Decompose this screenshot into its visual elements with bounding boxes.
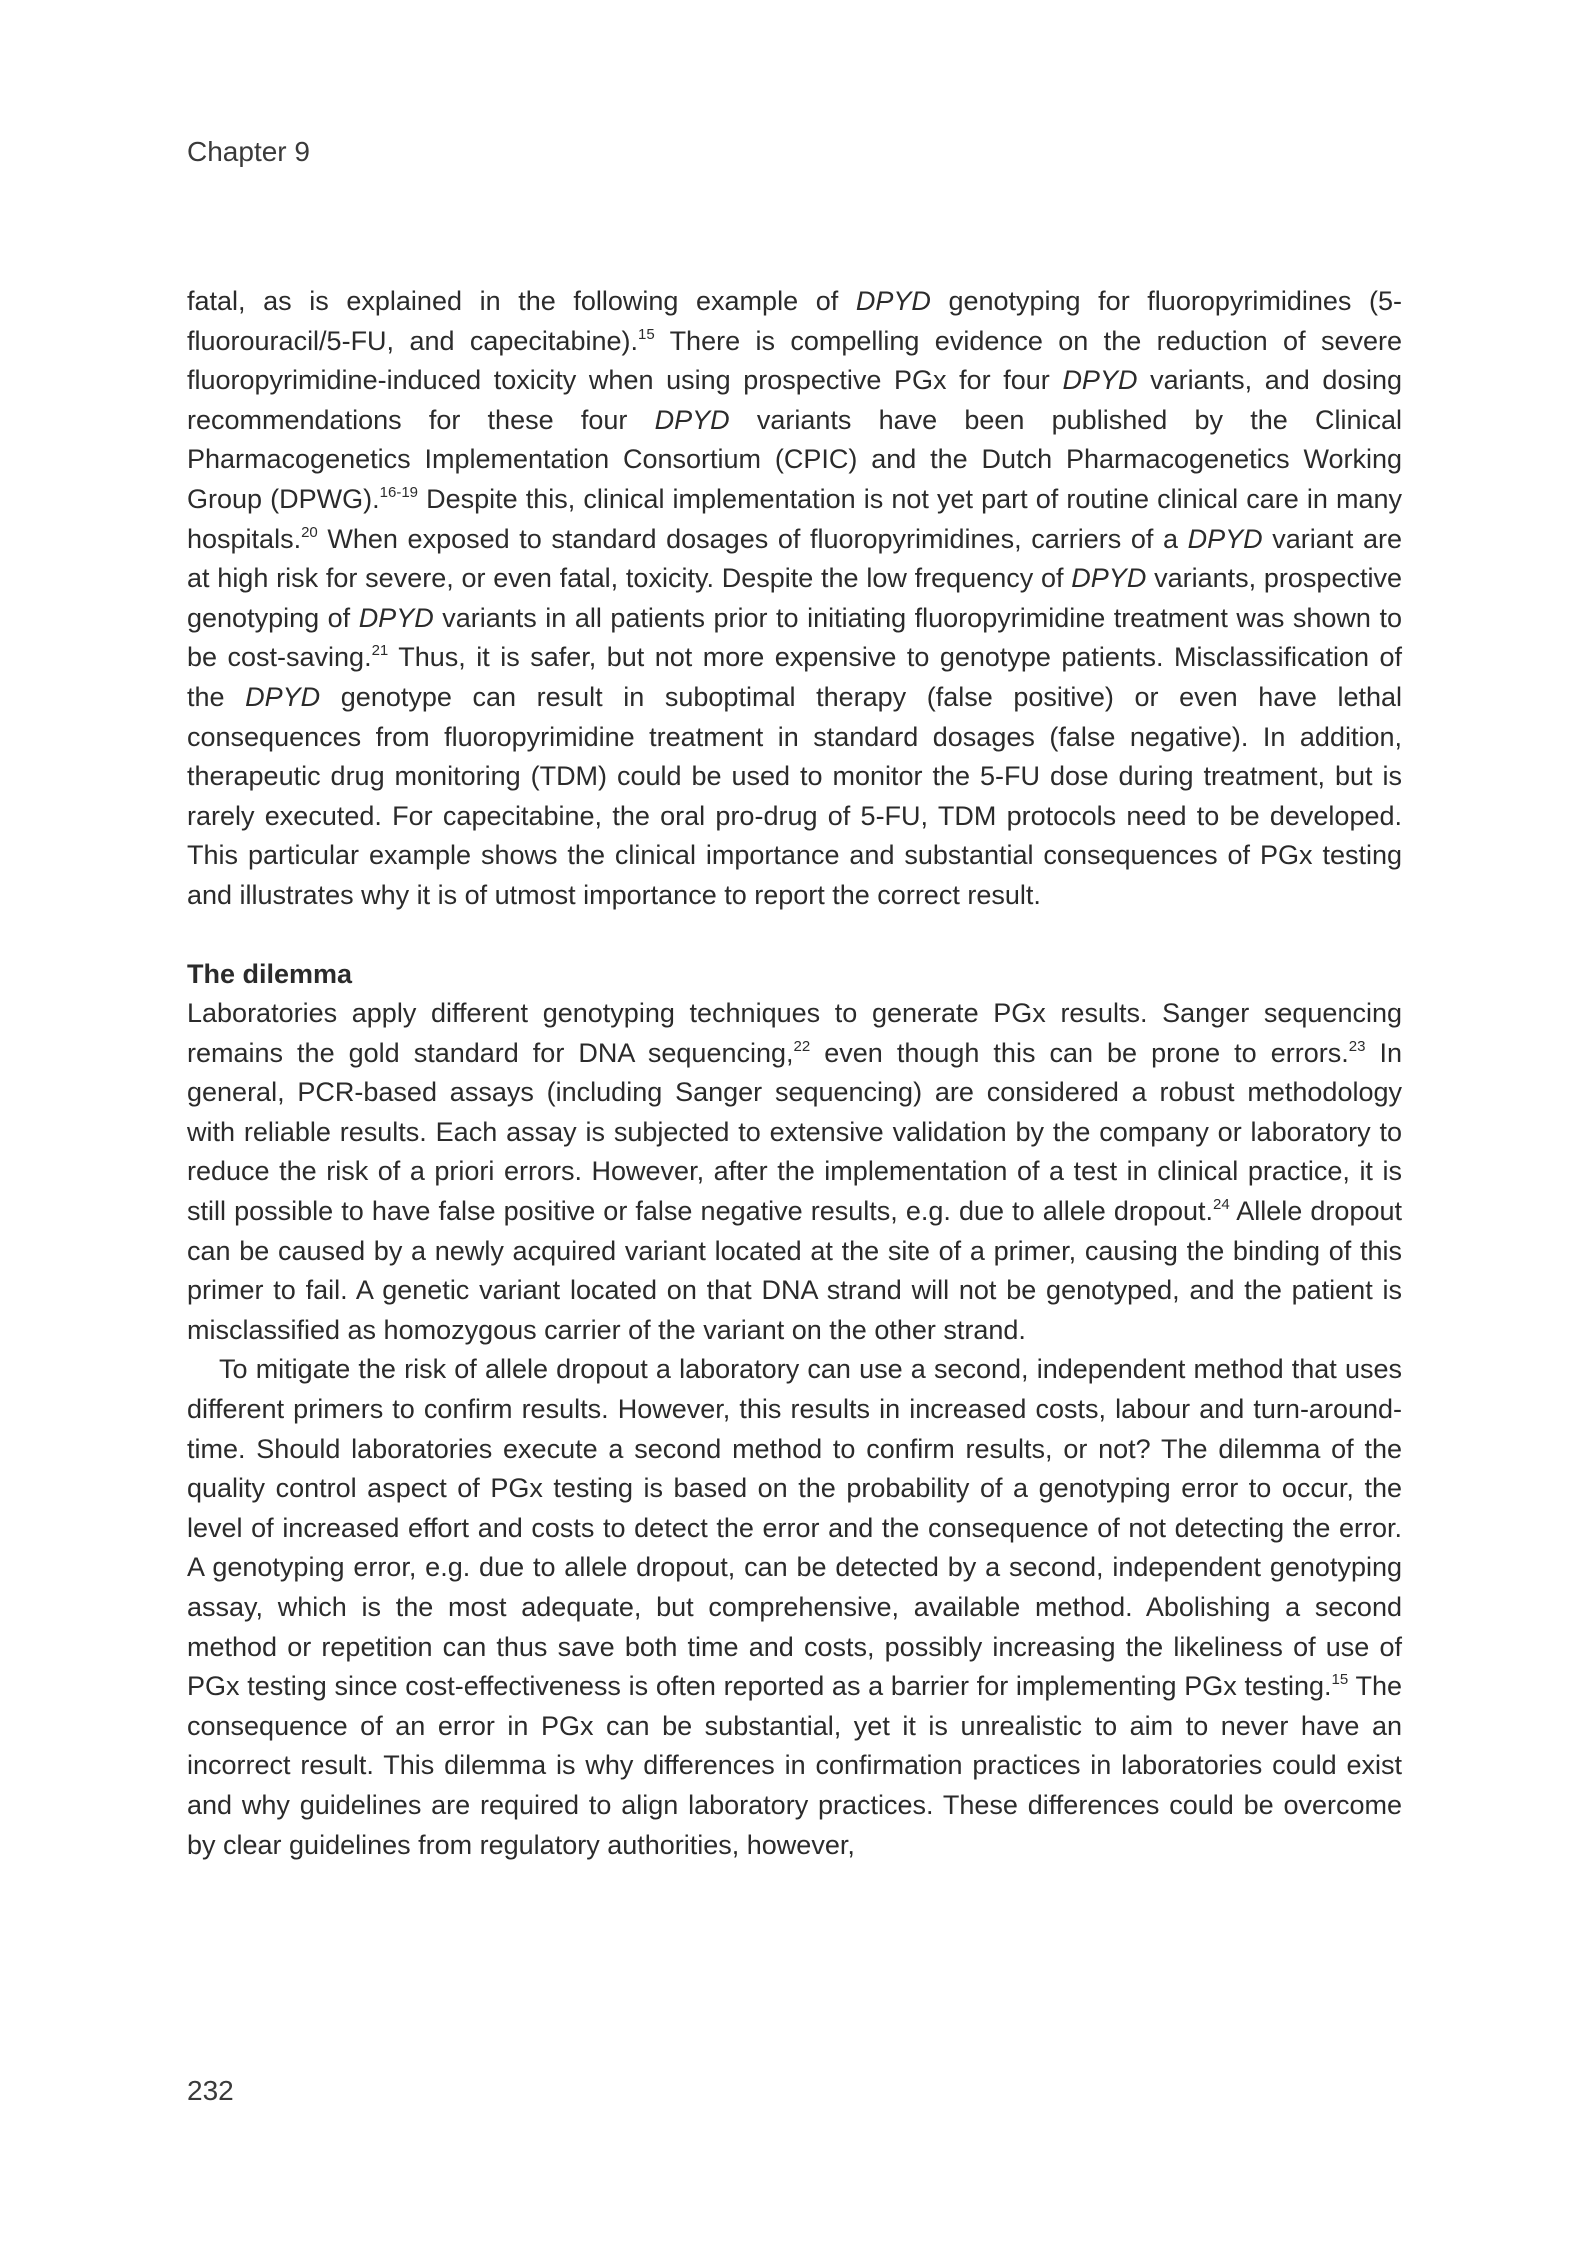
text-run: In general, PCR-based assays (including Sanger sequencing) are considered a robust methodology with reliable results. Each assay is subjected to extensive validation by the company or laboratory to reduce the risk of a priori errors. However, after the implementation of a test in clinical practice, it is still possible to have false positive or false negative results, e.g. due to allele dropout. <box>187 1037 1402 1227</box>
citation-superscript: 21 <box>371 642 389 660</box>
text-run: Laboratories apply different genotyping techniques to generate PGx results. Sanger sequencing remains the gold standard for DNA sequencing, <box>187 998 1402 1068</box>
running-head: Chapter 9 <box>187 136 310 167</box>
text-run: When exposed to standard dosages of fluoropyrimidines, carriers of a <box>317 523 1188 554</box>
paragraph <box>187 282 1402 916</box>
text-run: Thus, it is safer, but not more expensive to genotype patients. Misclassification of the <box>187 642 1402 712</box>
text-run: even though this can be prone to errors. <box>810 1037 1349 1068</box>
text-run: There is compelling evidence on the reduction of severe fluoropyrimidine-induced toxicity when using prospective PGx for four <box>187 325 1402 396</box>
paragraph <box>187 994 1402 1350</box>
gene-name: DPYD <box>654 404 730 435</box>
body-text <box>187 282 1402 1865</box>
gene-name: DPYD <box>1187 523 1263 554</box>
citation-superscript: 24 <box>1212 1196 1230 1214</box>
gene-name: DPYD <box>855 286 931 316</box>
text-run: Allele dropout can be caused by a newly acquired variant located at the site of a primer, causing the binding of this primer to fail. A genetic variant located on that DNA strand will not be genotyped, and the patient is misclassified as homozygous carrier of the variant on the other strand. <box>187 1196 1402 1345</box>
text-run: variant are at high risk for severe, or even fatal, toxicity. Despite the low frequency of <box>187 523 1402 594</box>
text-run: variants, prospective genotyping of <box>187 563 1402 633</box>
gene-name: DPYD <box>1062 365 1138 396</box>
gene-name: DPYD <box>358 602 434 633</box>
gene-name: DPYD <box>1071 563 1147 594</box>
text-run: variants in all patients prior to initiating fluoropyrimidine treatment was shown to be cost-saving. <box>187 602 1402 673</box>
citation-superscript: 15 <box>1331 1671 1349 1689</box>
citation-superscript: 16-19 <box>379 483 419 501</box>
paragraph <box>187 1350 1402 1865</box>
text-run: variants have been published by the Clinical Pharmacogenetics Implementation Consortium (CPIC) and the Dutch Pharmacogenetics Working Group (DPWG). <box>187 404 1402 514</box>
text-run: To mitigate the risk of allele dropout a laboratory can use a second, independent method that uses different primers to confirm results. However, this results in increased costs, labour and turn-around-time. Should laboratories execute a second method to confirm results, or not? The dilemma of the quality control aspect of PGx testing is based on the probability of a genotyping error to occur, the level of increased effort and costs to detect the error and the consequence of not detecting the error. A genotyping error, e.g. due to allele dropout, can be detected by a second, independent genotyping assay, which is the most adequate, but comprehensive, available method. Abolishing a second method or repetition can thus save both time and costs, possibly increasing the likeliness of use of PGx testing since cost-effectiveness is often reported as a barrier for implementing PGx testing. <box>187 1354 1402 1702</box>
citation-superscript: 22 <box>793 1037 811 1055</box>
text-run: The consequence of an error in PGx can be substantial, yet it is unrealistic to aim to never have an incorrect result. This dilemma is why differences in confirmation practices in laboratories could exist and why guidelines are required to align laboratory practices. These differences could be overcome by clear guidelines from regulatory authorities, however, <box>187 1671 1402 1860</box>
page-number: 232 <box>187 2075 234 2106</box>
gene-name: DPYD <box>245 681 321 712</box>
text-run: variants, and dosing recommendations for these four <box>187 365 1402 435</box>
citation-superscript: 15 <box>637 325 655 343</box>
citation-superscript: 23 <box>1348 1037 1366 1055</box>
citation-superscript: 20 <box>301 523 318 541</box>
text-run: fatal, as is explained in the following example of <box>187 286 856 316</box>
section-heading: The dilemma <box>187 958 353 989</box>
text-run: genotyping for fluoropyrimidines (5-fluorouracil/5-FU, and capecitabine). <box>187 286 1402 356</box>
text-run: Despite this, clinical implementation is not yet part of routine clinical care in many hospitals. <box>187 483 1402 554</box>
text-run: genotype can result in suboptimal therapy (false positive) or even have lethal consequences from fluoropyrimidine treatment in standard dosages (false negative). In addition, therapeutic drug monitoring (TDM) could be used to monitor the 5-FU dose during treatment, but is rarely executed. For capecitabine, the oral pro-drug of 5-FU, TDM protocols need to be developed. This particular example shows the clinical importance and substantial consequences of PGx testing and illustrates why it is of utmost importance to report the correct result. <box>187 681 1402 910</box>
